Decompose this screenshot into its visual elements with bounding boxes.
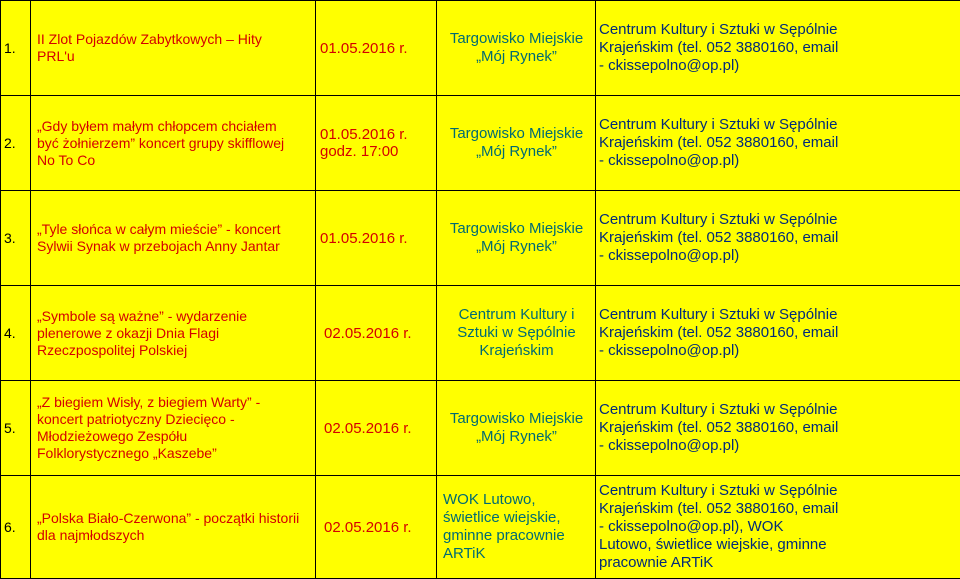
event-title: „Tyle słońca w całym mieście” - koncert Sylwii Synak w przebojach Anny Jantar: [31, 191, 316, 286]
table-row: [1, 286, 960, 381]
table-row: [1, 96, 960, 191]
event-contact: Centrum Kultury i Sztuki w Sępólnie Krajeńskim (tel. 052 3880160, email - ckissepolno@op.pl), WOK Lutowo, świetlice wiejskie, gminne pracownie ARTiK: [596, 476, 960, 579]
event-date: [316, 191, 437, 286]
event-date: [316, 96, 437, 191]
event-date-value: 02.05.2016 r.: [324, 420, 434, 437]
row-number: 1.: [1, 1, 31, 96]
event-place: Centrum Kultury i Sztuki w Sępólnie Krajeńskim: [437, 286, 596, 381]
event-title: II Zlot Pojazdów Zabytkowych – Hity PRL'u: [31, 1, 316, 96]
row-number: 4.: [1, 286, 31, 381]
event-contact: Centrum Kultury i Sztuki w Sępólnie Krajeńskim (tel. 052 3880160, email - ckissepolno@op.pl): [596, 1, 960, 96]
event-title: „Polska Biało-Czerwona” - początki historii dla najmłodszych: [31, 476, 316, 579]
row-number: 3.: [1, 191, 31, 286]
event-place: WOK Lutowo, świetlice wiejskie, gminne pracownie ARTiK: [437, 476, 596, 579]
event-place: Targowisko Miejskie „Mój Rynek”: [437, 96, 596, 191]
event-title: „Z biegiem Wisły, z biegiem Warty” - koncert patriotyczny Dziecięco - Młodzieżowego Zespółu Folklorystycznego „Kaszebe”: [31, 381, 316, 476]
event-time-value: godz. 17:00: [320, 143, 434, 160]
event-place: Targowisko Miejskie „Mój Rynek”: [437, 191, 596, 286]
table-row: [1, 191, 960, 286]
table-row: [1, 476, 960, 579]
event-date-value: 02.05.2016 r.: [324, 519, 434, 536]
event-date-value: 01.05.2016 r.: [320, 40, 434, 57]
event-date-value: 01.05.2016 r.: [320, 126, 434, 143]
row-number: 6.: [1, 476, 31, 579]
row-number: 2.: [1, 96, 31, 191]
event-date-value: 02.05.2016 r.: [324, 325, 434, 342]
event-title: „Symbole są ważne” - wydarzenie plenerowe z okazji Dnia Flagi Rzeczpospolitej Polskiej: [31, 286, 316, 381]
event-date: [316, 1, 437, 96]
event-date: [316, 476, 437, 579]
event-contact: Centrum Kultury i Sztuki w Sępólnie Krajeńskim (tel. 052 3880160, email - ckissepolno@op.pl): [596, 191, 960, 286]
table-row: [1, 381, 960, 476]
event-place: Targowisko Miejskie „Mój Rynek”: [437, 381, 596, 476]
event-date: [316, 381, 437, 476]
event-date-value: 01.05.2016 r.: [320, 230, 434, 247]
event-contact: Centrum Kultury i Sztuki w Sępólnie Krajeńskim (tel. 052 3880160, email - ckissepolno@op.pl): [596, 286, 960, 381]
event-contact: Centrum Kultury i Sztuki w Sępólnie Krajeńskim (tel. 052 3880160, email - ckissepolno@op.pl): [596, 96, 960, 191]
event-place: Targowisko Miejskie „Mój Rynek”: [437, 1, 596, 96]
row-number: 5.: [1, 381, 31, 476]
event-contact: Centrum Kultury i Sztuki w Sępólnie Krajeńskim (tel. 052 3880160, email - ckissepolno@op.pl): [596, 381, 960, 476]
table-row: [1, 1, 960, 96]
event-title: „Gdy byłem małym chłopcem chciałem być żołnierzem” koncert grupy skifflowej No To Co: [31, 96, 316, 191]
event-date: [316, 286, 437, 381]
